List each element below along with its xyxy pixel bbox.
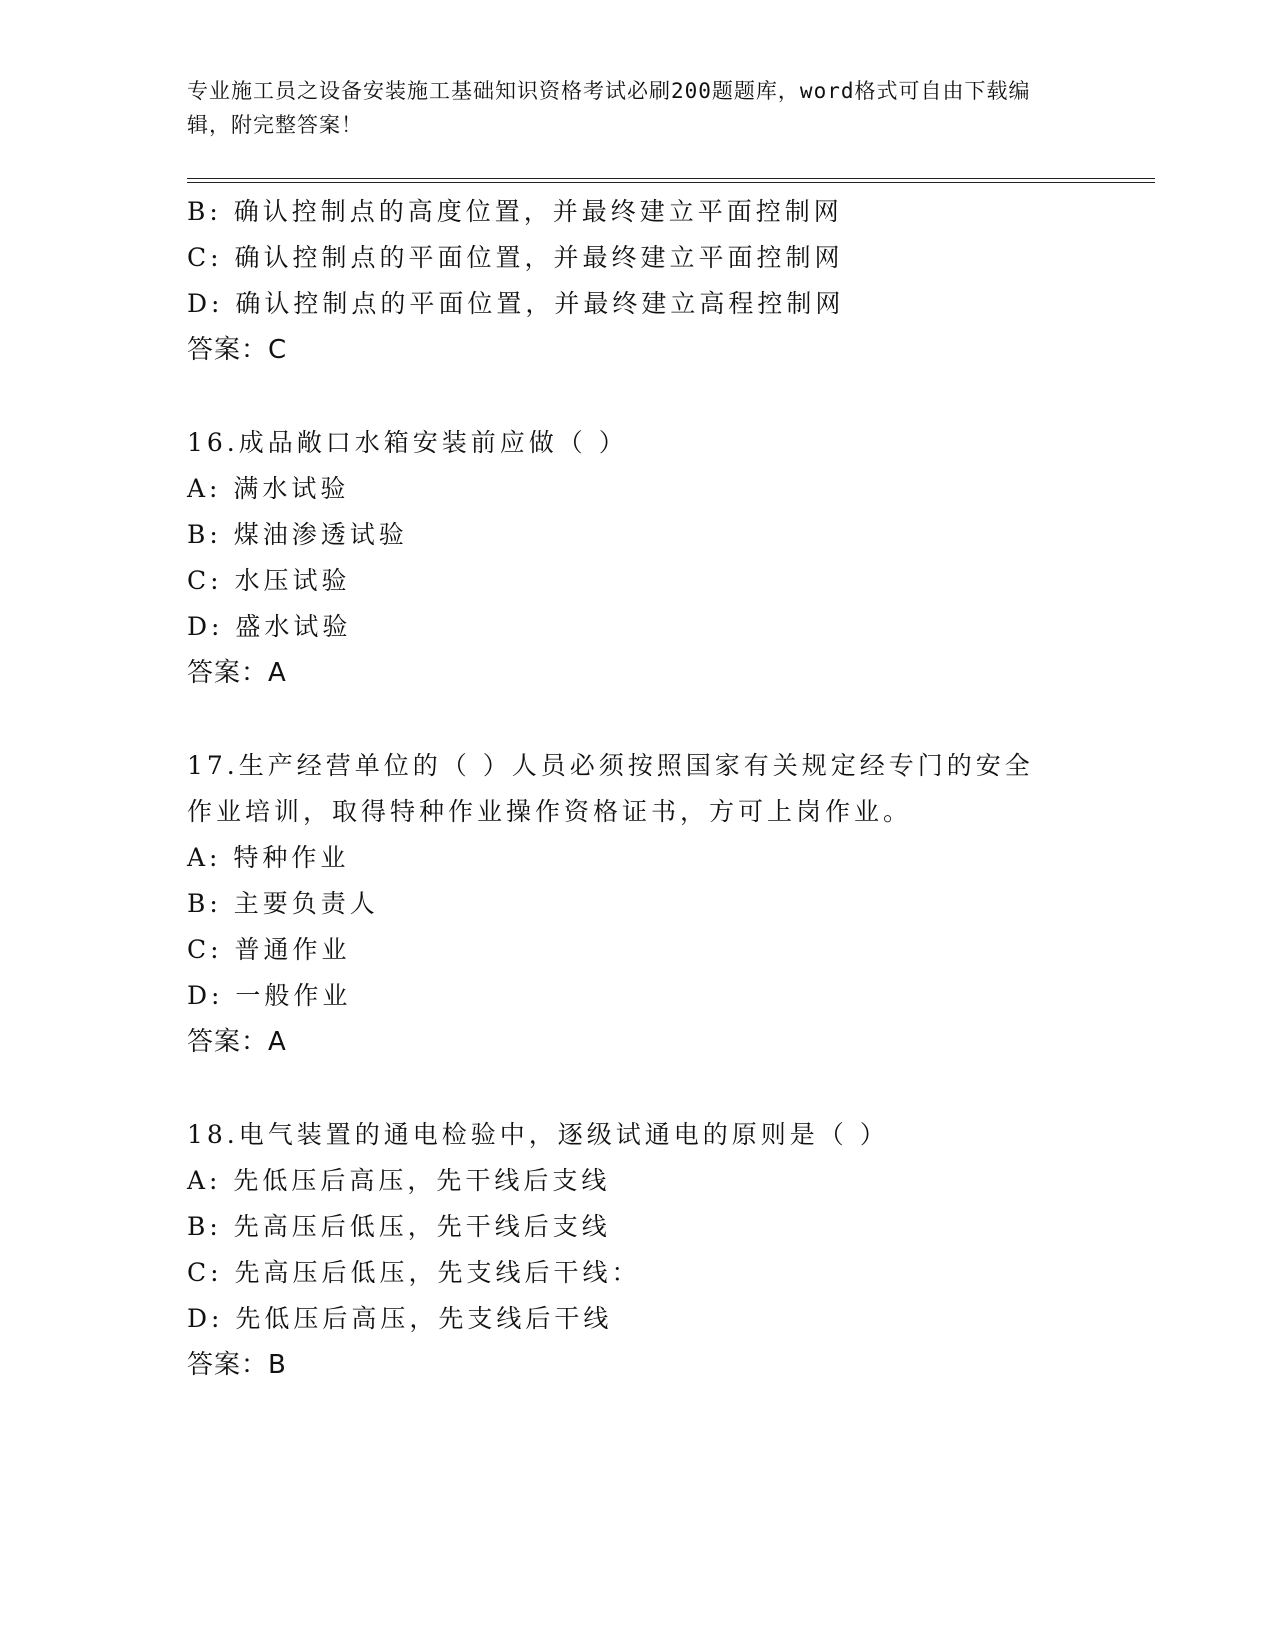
question-block-17 (187, 743, 1147, 1065)
answer-line: 答案：A (187, 658, 287, 688)
question-block-16 (187, 420, 1147, 696)
question-stem: 17.生产经营单位的（ ）人员必须按照国家有关规定经专门的安全作业培训，取得特种作业操作资格证书，方可上岗作业。 (187, 751, 1034, 826)
option-a: A: 满水试验 (187, 474, 350, 503)
option-c: C: 先高压后低压，先支线后干线： (187, 1258, 641, 1287)
answer-line: 答案：C (187, 335, 288, 365)
option-d: D: 一般作业 (187, 981, 352, 1010)
option-d: D: 先低压后高压，先支线后干线 (187, 1304, 613, 1333)
header-divider (187, 178, 1155, 183)
header-title: 专业施工员之设备安装施工基础知识资格考试必刷200题题库，word格式可自由下载编辑，附完整答案！ (187, 79, 1031, 137)
spacer (187, 373, 1147, 420)
option-b: B: 煤油渗透试验 (187, 520, 408, 549)
option-a: A: 先低压后高压，先干线后支线 (187, 1166, 611, 1195)
document-header (187, 74, 1067, 142)
spacer (187, 696, 1147, 743)
question-stem: 18.电气装置的通电检验中，逐级试通电的原则是（ ） (187, 1120, 889, 1149)
option-a: A: 特种作业 (187, 843, 350, 872)
answer-line: 答案：B (187, 1350, 287, 1380)
option-b: B: 先高压后低压，先干线后支线 (187, 1212, 611, 1241)
question-block-18 (187, 1112, 1147, 1388)
question-stem: 16.成品敞口水箱安装前应做（ ） (187, 428, 628, 457)
question-block-15 (187, 189, 1147, 373)
option-b: B: 主要负责人 (187, 889, 379, 918)
option-c: C: 普通作业 (187, 935, 351, 964)
option-c: C: 水压试验 (187, 566, 351, 595)
option-d: D: 确认控制点的平面位置，并最终建立高程控制网 (187, 289, 845, 318)
question-list (187, 189, 1147, 1388)
option-b: B: 确认控制点的高度位置，并最终建立平面控制网 (187, 197, 843, 226)
answer-line: 答案：A (187, 1027, 287, 1057)
spacer (187, 1065, 1147, 1112)
option-c: C: 确认控制点的平面位置，并最终建立平面控制网 (187, 243, 844, 272)
option-d: D: 盛水试验 (187, 612, 352, 641)
